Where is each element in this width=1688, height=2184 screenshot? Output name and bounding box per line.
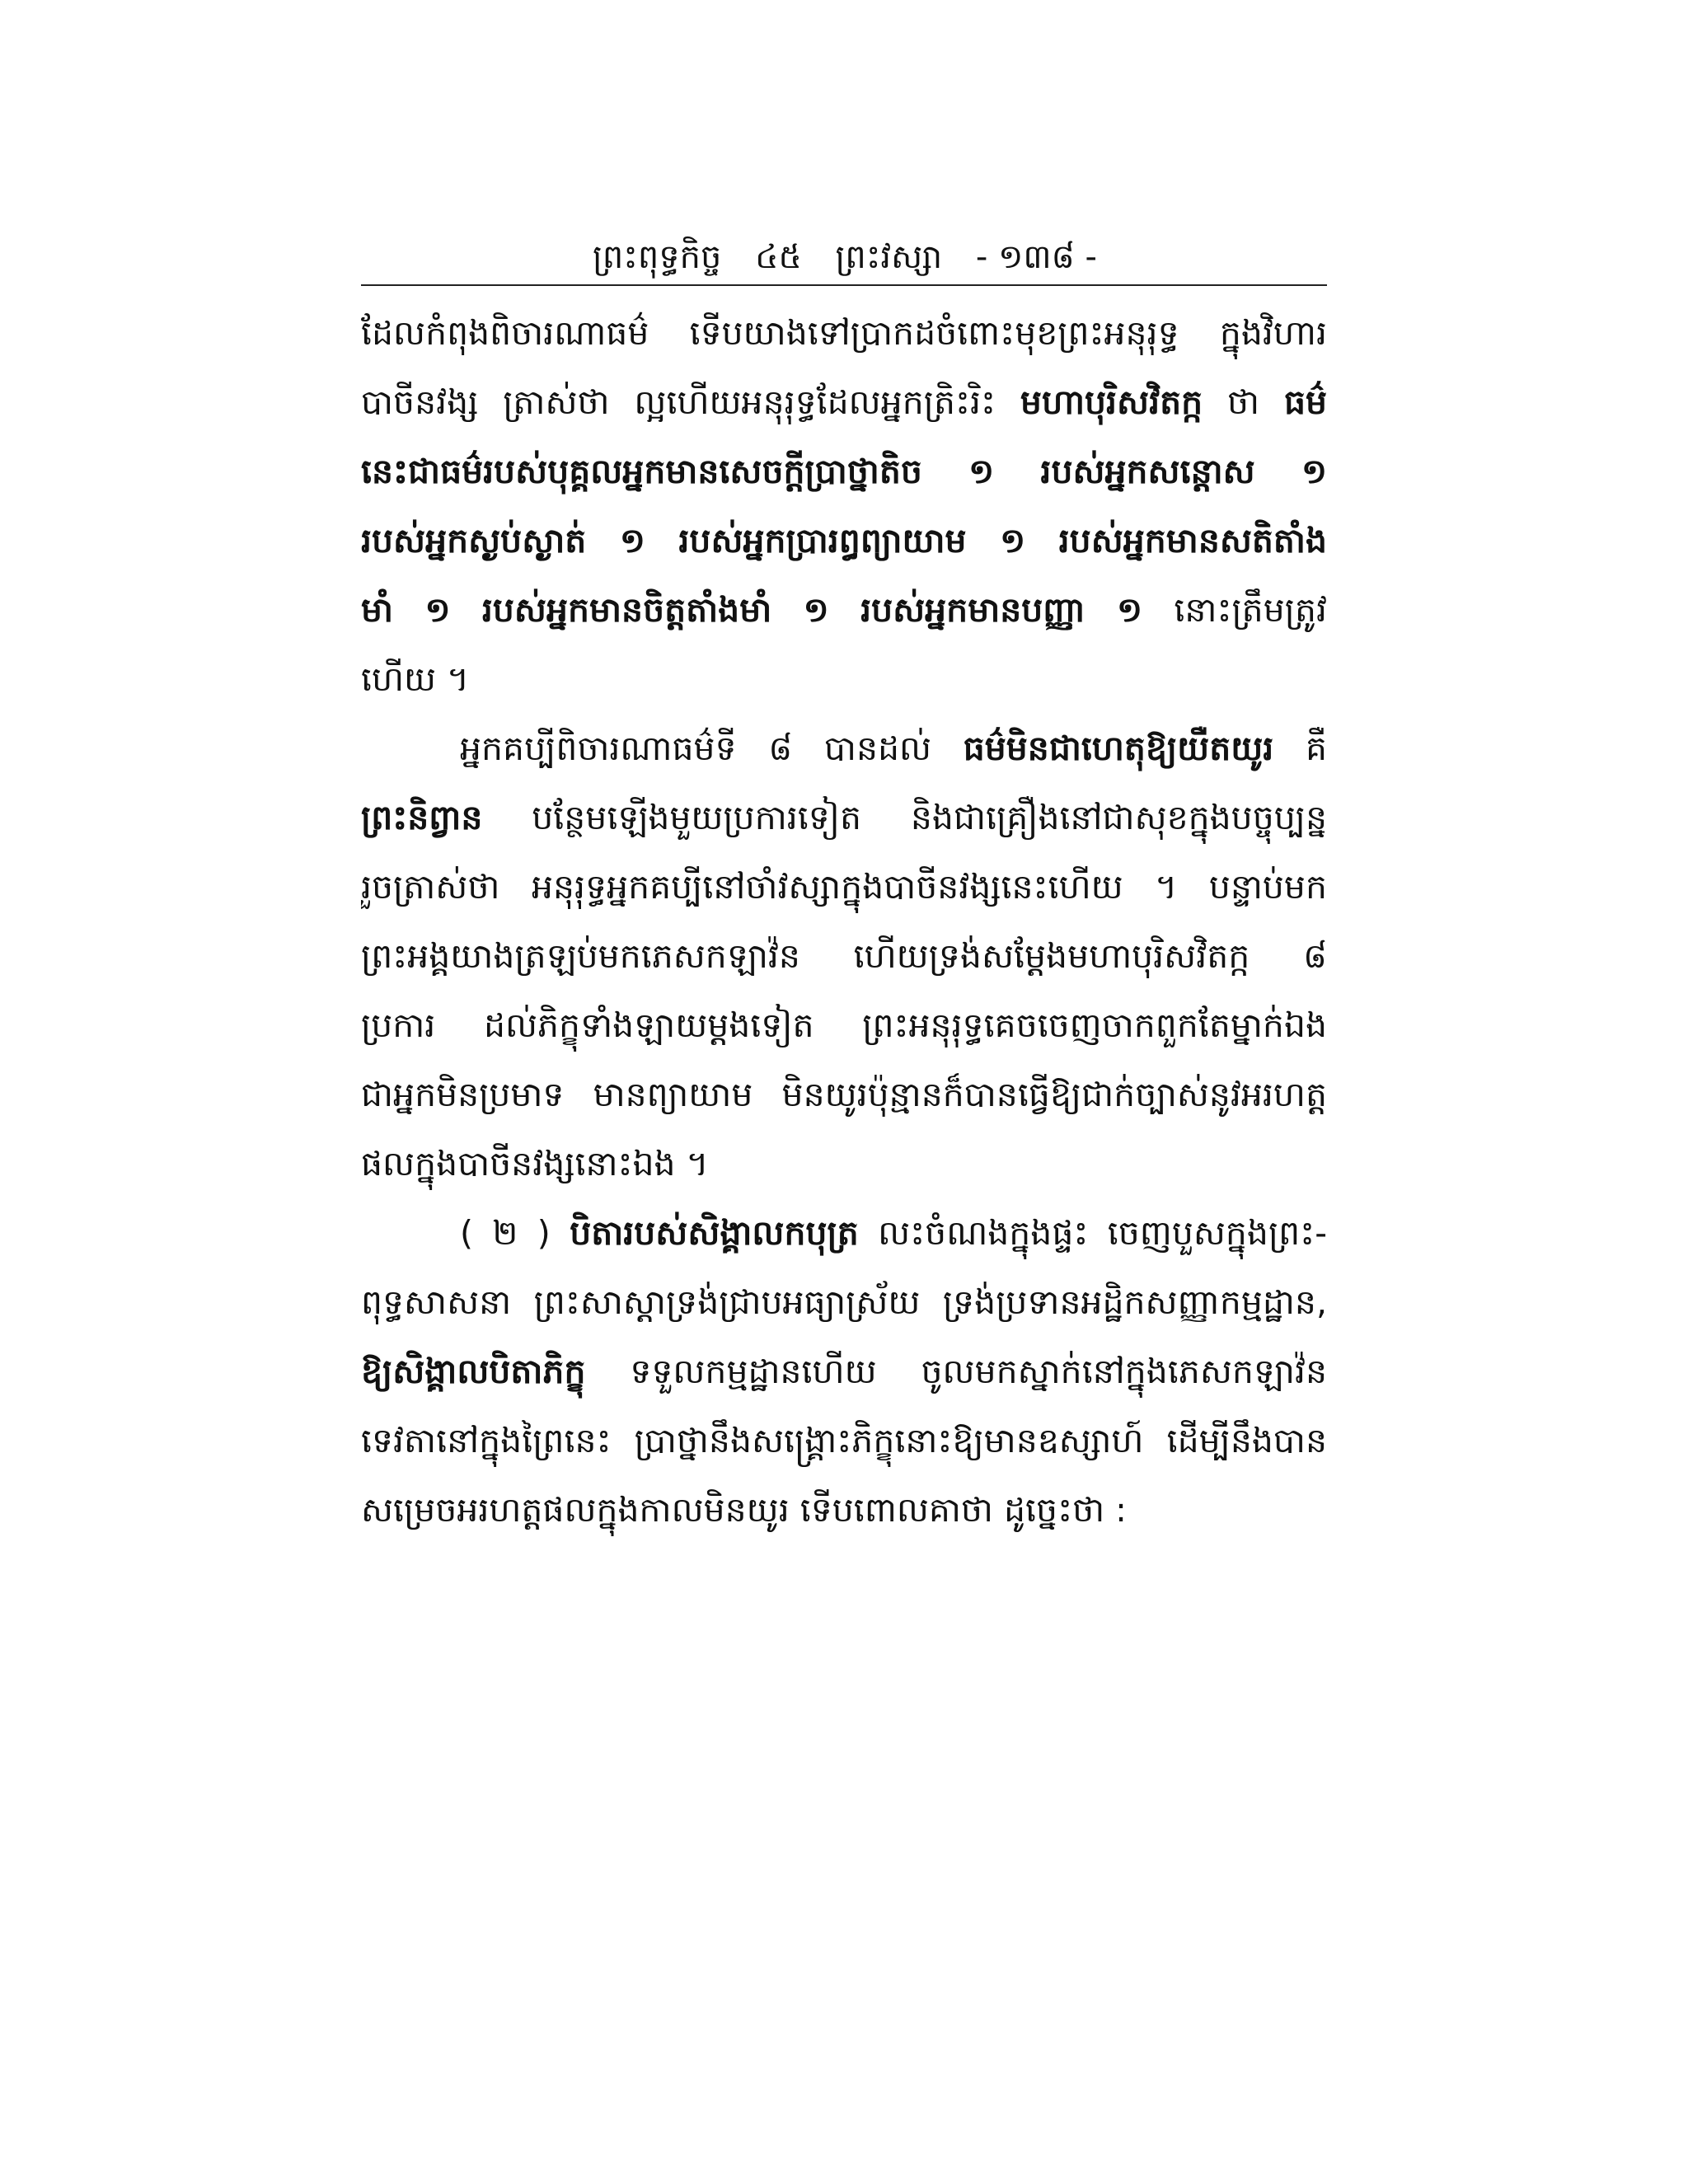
text-line: ព្រះអង្គយាងត្រឡប់មកភេសកឡាវ៉ន ហើយទ្រង់សម្តែងមហាបុរិសវិតក្ក ៨ (361, 936, 1327, 976)
text-line: រួចត្រាស់ថា អនុរុទ្ធអ្នកគប្បីនៅចាំវស្សាក្នុងបាចីនវង្សនេះហើយ ។ បន្ទាប់មក (361, 867, 1327, 907)
text-line: ឱ្យសិង្គាលបិតាភិក្ខុ ទទួលកម្មដ្ឋានហើយ ចូលមកស្នាក់នៅក្នុងភេសកឡាវ៉ន (361, 1352, 1327, 1391)
text-line: ជាអ្នកមិនប្រមាទ មានព្យាយាម មិនយូរប៉ុន្មានក៏បានធ្វើឱ្យជាក់ច្បាស់នូវអរហត្ត (361, 1075, 1327, 1114)
text-line: ដែលកំពុងពិចារណាធម៌ ទើបយាងទៅប្រាកដចំពោះមុខព្រះអនុរុទ្ធ ក្នុងវិហារ (361, 313, 1327, 353)
header-page-number: - ១៣៨ - (975, 238, 1097, 276)
text-line: បាចីនវង្ស ត្រាស់ថា ល្អហើយអនុរុទ្ធដែលអ្នកត្រិះរិះ មហាបុរិសវិតក្ក ថា ធម៌ (361, 382, 1327, 422)
text-line: ព្រះនិព្វាន បន្ថែមឡើងមួយប្រការទៀត និងជាគ្រឿងនៅជាសុខក្នុងបច្ចុប្បន្ន (361, 798, 1327, 837)
header-book-title: ព្រះពុទ្ធកិច្ច (592, 238, 722, 276)
body-text (361, 298, 1327, 1544)
text-line: ( ២ ) បិតារបស់សិង្គាលកបុត្រ លះចំណងក្នុងផ្ទះ ចេញបួសក្នុងព្រះ- (460, 1213, 1327, 1253)
running-header (363, 232, 1327, 282)
text-line: មាំ ១ របស់អ្នកមានចិត្តតាំងមាំ ១ របស់អ្នកមានបញ្ញា ១ នោះត្រឹមត្រូវ (361, 590, 1327, 630)
header-divider (361, 284, 1327, 286)
text-line: ទេវតានៅក្នុងព្រៃនេះ ប្រាថ្នានឹងសង្គ្រោះភិក្ខុនោះឱ្យមានឧស្សាហ៍ ដើម្បីនឹងបាន (361, 1421, 1327, 1460)
text-line: របស់អ្នកស្ងប់ស្ងាត់ ១ របស់អ្នកប្រារព្ធព្យាយាម ១ របស់អ្នកមានសតិតាំង (361, 521, 1327, 560)
header-volume-number: ៤៥ (755, 238, 802, 276)
header-season: ព្រះវស្សា (835, 238, 943, 276)
text-line: ប្រការ ដល់ភិក្ខុទាំងឡាយម្តងទៀត ព្រះអនុរុទ្ធគេចចេញចាកពួកតែម្នាក់ឯង (361, 1005, 1327, 1045)
text-line: នេះជាធម៌របស់បុគ្គលអ្នកមានសេចក្តីប្រាថ្នាតិច ១ របស់អ្នកសន្តោស ១ (361, 452, 1327, 491)
text-line: ពុទ្ធសាសនា ព្រះសាស្តាទ្រង់ជ្រាបអធ្យាស្រ័យ ទ្រង់ប្រទានអដ្ឋិកសញ្ញាកម្មដ្ឋាន, (361, 1282, 1327, 1322)
text-line: អ្នកគប្បីពិចារណាធម៌ទី ៨ បានដល់ ធម៌មិនជាហេតុឱ្យយឺតយូរ គឺ (460, 729, 1327, 768)
text-line: ហើយ ។ (361, 659, 470, 699)
text-line: ផលក្នុងបាចីនវង្សនោះឯង ។ (361, 1144, 709, 1183)
text-line: សម្រេចអរហត្តផលក្នុងកាលមិនយូរ ទើបពោលគាថា ដូច្នេះថា : (361, 1490, 1127, 1530)
